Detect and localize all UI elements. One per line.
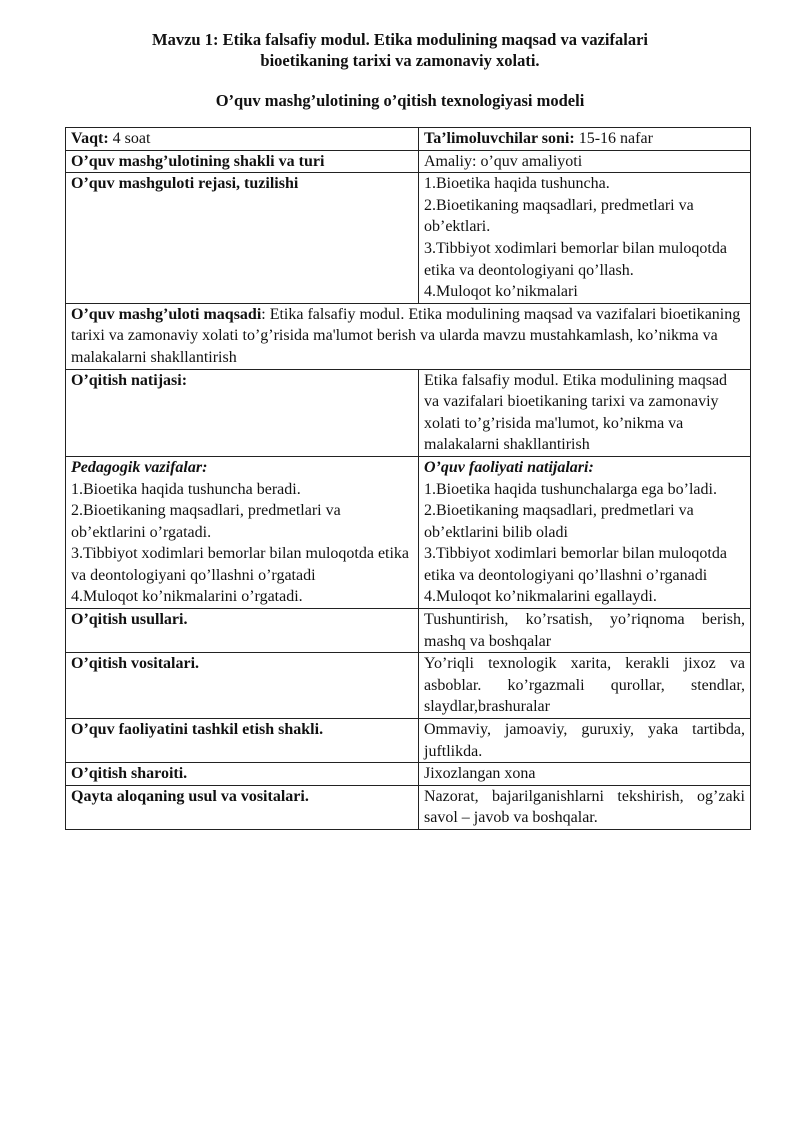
activity-results-cell [419,456,751,608]
pedagogical-tasks-label: Pedagogik vazifalar: [71,458,208,476]
goal-cell [66,303,751,369]
organization-label: O’quv faoliyatini tashkil etish shakli. [66,719,419,763]
table-row-plan [66,173,751,304]
activity-result-item: 2.Bioetikaning maqsadlari, predmetlari va ob’ektlarini bilib oladi [424,502,694,541]
table-row-organization [66,719,751,763]
table-row-result [66,369,751,456]
pedagogical-task-item: 1.Bioetika haqida tushuncha beradi. [71,480,301,498]
document-subtitle: O’quv mashg’ulotining o’qitish texnologiyasi modeli [215,91,585,110]
result-text: Etika falsafiy modul. Etika modulining maqsad va vazifalari bioetikaning tarixi va zamonaviy xolati to’g’risida ma'lumot, ko’nikma va malakalarni shakllantirish [419,369,751,456]
table-row-time [66,128,751,151]
methods-value: Tushuntirish, ko’rsatish, yo’riqnoma berish, mashq va boshqalar [419,609,751,653]
feedback-value: Nazorat, bajarilganishlarni tekshirish, og’zaki savol – javob va boshqalar. [419,785,751,829]
activity-result-item: 1.Bioetika haqida tushunchalarga ega bo’ladi. [424,480,717,498]
plan-list [419,173,751,304]
conditions-value: Jixozlangan xona [419,763,751,786]
goal-text: : Etika falsafiy modul. Etika modulining maqsad va vazifalari bioetikaning tarixi va zamonaviy xolati to’g’risida ma'lumot berish va ularda mavzu mustahkamlash, ko’nikma va malakalarni shakllantirish [71,305,741,366]
pedagogical-task-item: 3.Tibbiyot xodimlari bemorlar bilan muloqotda etika va deontologiyani qo’llashni o’rgatadi [71,545,410,584]
students-value: 15-16 nafar [574,130,653,147]
methods-label: O’qitish usullari. [66,609,419,653]
pedagogical-tasks-cell [66,456,419,608]
table-row-methods [66,609,751,653]
plan-item: 4.Muloqot ko’nikmalari [424,283,578,301]
form-label: O’quv mashg’ulotining shakli va turi [66,150,419,173]
plan-label: O’quv mashguloti rejasi, tuzilishi [66,173,419,304]
goal-label: O’quv mashg’uloti maqsadi [71,305,262,323]
title-line-1: Mavzu 1: Etika falsafiy modul. Etika modulining maqsad va vazifalari [152,30,648,49]
table-row-tasks [66,456,751,608]
tools-value: Yo’riqli texnologik xarita, kerakli jixoz va asboblar. ko’rgazmali qurollar, stendlar, slaydlar,brashuralar [419,653,751,719]
table-row-tools [66,653,751,719]
conditions-label: O’qitish sharoiti. [66,763,419,786]
title-line-2: bioetikaning tarixi va zamonaviy xolati. [260,51,540,70]
activity-results-label: O’quv faoliyati natijalari: [424,458,594,476]
time-cell [66,128,419,151]
table-row-feedback [66,785,751,829]
feedback-label: Qayta aloqaning usul va vositalari. [66,785,419,829]
document-title [0,29,800,71]
form-value: Amaliy: o’quv amaliyoti [419,150,751,173]
plan-item: 3.Tibbiyot xodimlari bemorlar bilan muloqotda etika va deontologiyani qo’llash. [424,239,727,279]
students-label: Ta’limoluvchilar soni: [424,130,575,147]
table-row-form [66,150,751,173]
plan-item: 2.Bioetikaning maqsadlari, predmetlari va ob’ektlari. [424,196,694,236]
table-row-conditions [66,763,751,786]
organization-value: Ommaviy, jamoaviy, guruxiy, yaka tartibda, juftlikda. [419,719,751,763]
students-cell [419,128,751,151]
lesson-plan-table [65,127,751,830]
result-label: O’qitish natijasi: [66,369,419,456]
table-row-goal [66,303,751,369]
pedagogical-task-item: 4.Muloqot ko’nikmalarini o’rgatadi. [71,588,303,606]
pedagogical-task-item: 2.Bioetikaning maqsadlari, predmetlari va ob’ektlarini o’rgatadi. [71,502,341,541]
time-label: Vaqt: [71,130,109,147]
plan-item: 1.Bioetika haqida tushuncha. [424,175,610,193]
time-value: 4 soat [108,130,151,147]
activity-result-item: 4.Muloqot ko’nikmalarini egallaydi. [424,588,657,606]
activity-result-item: 3.Tibbiyot xodimlari bemorlar bilan muloqotda etika va deontologiyani qo’llashni o’rganadi [424,545,727,584]
tools-label: O’qitish vositalari. [66,653,419,719]
